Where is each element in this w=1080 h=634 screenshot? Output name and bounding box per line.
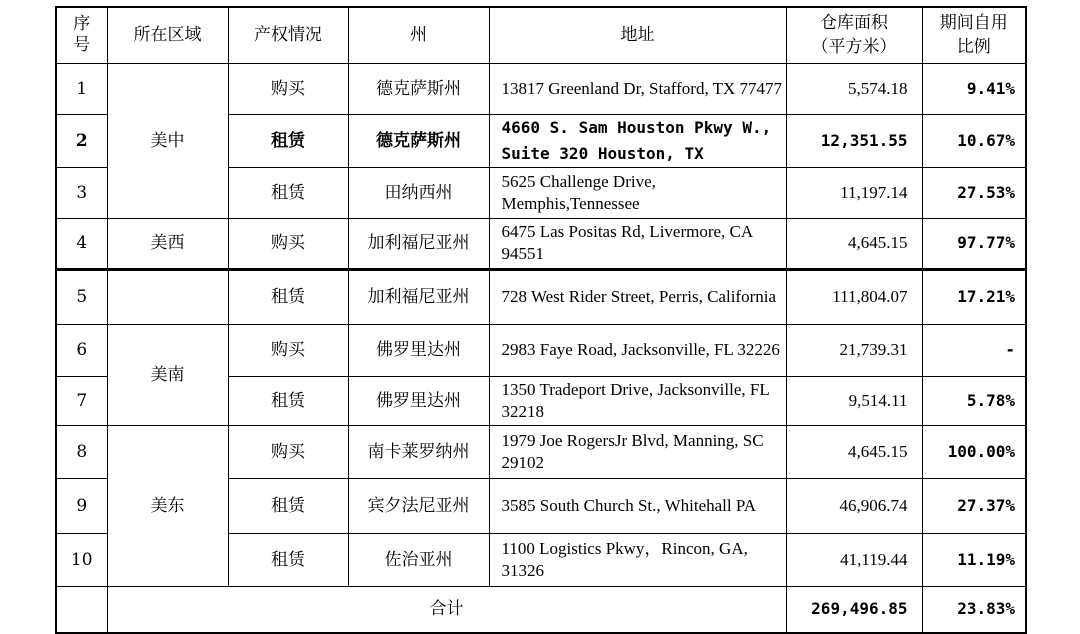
row-no: 7 [56,376,107,425]
state-cell: 佛罗里达州 [348,376,489,425]
state-cell: 佛罗里达州 [348,324,489,376]
state-cell: 加利福尼亚州 [348,269,489,324]
property-cell: 租赁 [228,167,348,218]
row-no: 8 [56,425,107,478]
area-cell: 12,351.55 [786,114,922,167]
ratio-cell: 100.00% [922,425,1026,478]
address-cell: 6475 Las Positas Rd, Livermore, CA 94551 [489,218,786,269]
address-cell: 2983 Faye Road, Jacksonville, FL 32226 [489,324,786,376]
address-cell: 13817 Greenland Dr, Stafford, TX 77477 [489,63,786,114]
state-cell: 德克萨斯州 [348,114,489,167]
total-no-empty [56,586,107,633]
property-cell: 租赁 [228,376,348,425]
table-row [56,324,1026,376]
total-label: 合计 [107,586,786,633]
address-cell: 728 West Rider Street, Perris, California [489,269,786,324]
warehouse-table [55,6,1027,634]
row-no: 2 [56,114,107,167]
property-cell: 租赁 [228,269,348,324]
address-cell: 1350 Tradeport Drive, Jacksonville, FL 32218 [489,376,786,425]
property-cell: 购买 [228,218,348,269]
table-row [56,218,1026,269]
region-cell: 美西 [107,218,228,269]
area-cell: 41,119.44 [786,533,922,586]
area-cell: 4,645.15 [786,218,922,269]
ratio-cell: 9.41% [922,63,1026,114]
row-no: 3 [56,167,107,218]
total-row [56,586,1026,633]
ratio-cell: 11.19% [922,533,1026,586]
state-cell: 南卡莱罗纳州 [348,425,489,478]
header-address: 地址 [489,7,786,63]
table-row [56,269,1026,324]
header-region: 所在区域 [107,7,228,63]
area-cell: 9,514.11 [786,376,922,425]
region-cell-empty [107,269,228,324]
address-cell: 1100 Logistics Pkwy，Rincon, GA, 31326 [489,533,786,586]
state-cell: 德克萨斯州 [348,63,489,114]
state-cell: 佐治亚州 [348,533,489,586]
row-no: 10 [56,533,107,586]
area-cell: 46,906.74 [786,478,922,533]
ratio-cell: 5.78% [922,376,1026,425]
header-area: 仓库面积（平方米） [786,7,922,63]
row-no: 9 [56,478,107,533]
header-no: 序号 [56,7,107,63]
table-row [56,425,1026,478]
property-cell: 购买 [228,63,348,114]
address-cell: 5625 Challenge Drive, Memphis,Tennessee [489,167,786,218]
property-cell: 租赁 [228,533,348,586]
ratio-cell: 10.67% [922,114,1026,167]
property-cell: 租赁 [228,114,348,167]
total-area: 269,496.85 [786,586,922,633]
table-row [56,63,1026,114]
ratio-cell: 27.53% [922,167,1026,218]
row-no: 6 [56,324,107,376]
ratio-cell: 17.21% [922,269,1026,324]
region-cell: 美东 [107,425,228,586]
row-no: 5 [56,269,107,324]
region-cell: 美南 [107,324,228,425]
address-cell: 3585 South Church St., Whitehall PA [489,478,786,533]
header-property: 产权情况 [228,7,348,63]
region-cell: 美中 [107,63,228,218]
area-cell: 5,574.18 [786,63,922,114]
row-no: 4 [56,218,107,269]
state-cell: 宾夕法尼亚州 [348,478,489,533]
address-cell: 1979 Joe RogersJr Blvd, Manning, SC 29102 [489,425,786,478]
area-cell: 11,197.14 [786,167,922,218]
area-cell: 4,645.15 [786,425,922,478]
area-cell: 21,739.31 [786,324,922,376]
property-cell: 购买 [228,324,348,376]
area-cell: 111,804.07 [786,269,922,324]
property-cell: 租赁 [228,478,348,533]
header-state: 州 [348,7,489,63]
ratio-cell: - [922,324,1026,376]
state-cell: 田纳西州 [348,167,489,218]
row-no: 1 [56,63,107,114]
property-cell: 购买 [228,425,348,478]
address-cell: 4660 S. Sam Houston Pkwy W., Suite 320 Houston, TX [489,114,786,167]
table-header-row [56,7,1026,63]
ratio-cell: 27.37% [922,478,1026,533]
state-cell: 加利福尼亚州 [348,218,489,269]
header-ratio: 期间自用比例 [922,7,1026,63]
total-ratio: 23.83% [922,586,1026,633]
ratio-cell: 97.77% [922,218,1026,269]
